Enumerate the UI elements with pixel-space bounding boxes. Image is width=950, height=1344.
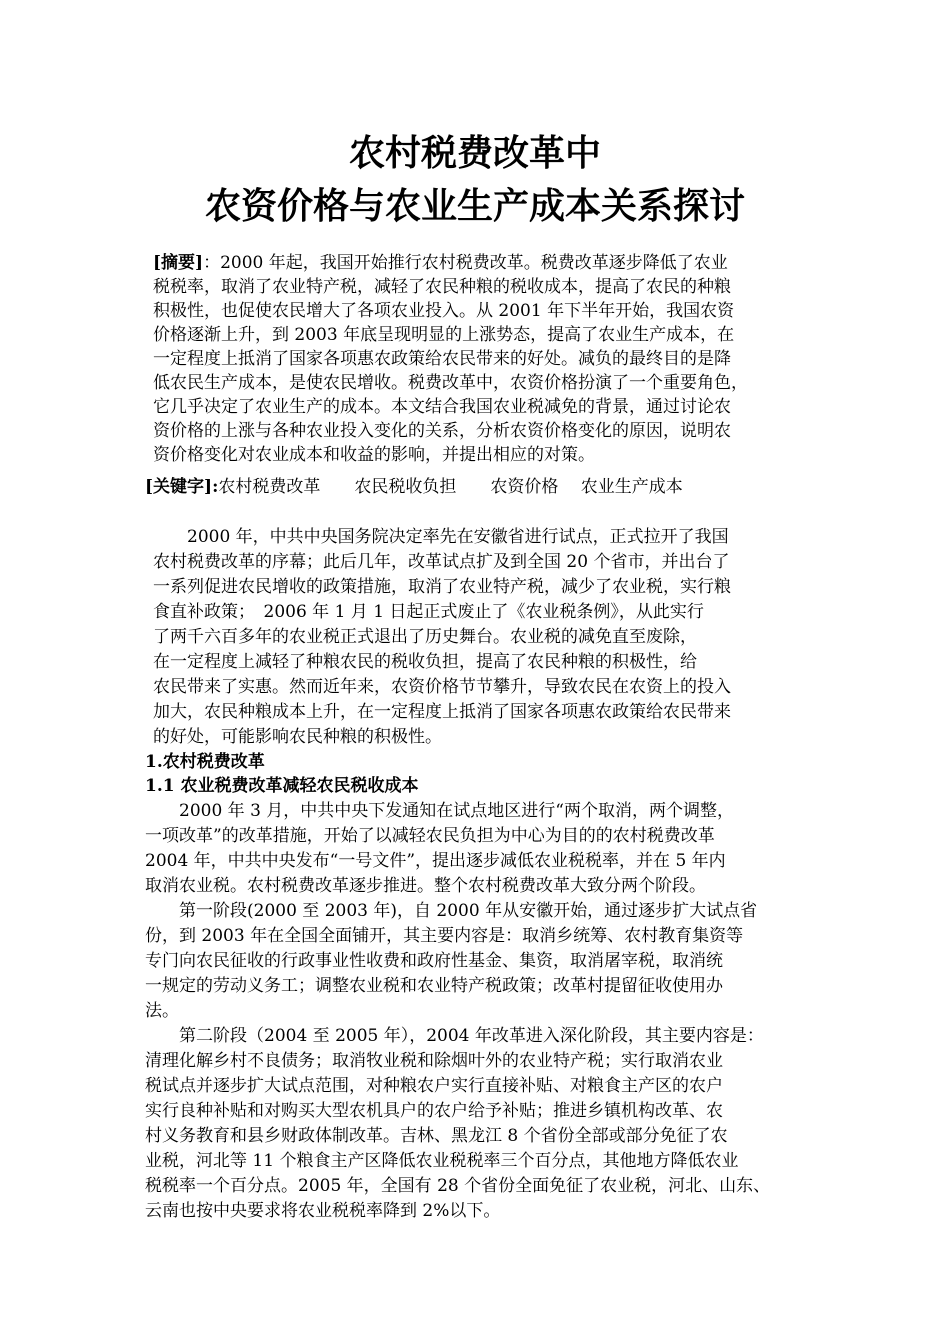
body-line: 一规定的劳动义务工；调整农业税和农业特产税政策；改革村提留征收使用办 <box>145 976 723 996</box>
title-line-2: 农资价格与农业生产成本关系探讨 <box>204 186 745 227</box>
intro-line: 农村税费改革的序幕；此后几年，改革试点扩及到全国 20 个省市，并出台了 <box>153 552 730 572</box>
title-line-1: 农村税费改革中 <box>348 133 601 174</box>
abstract-line: 它几乎决定了农业生产的成本。本文结合我国农业税减免的背景，通过讨论农 <box>153 397 731 417</box>
body-line: 第二阶段（2004 至 2005 年），2004 年改革进入深化阶段，其主要内容是： <box>145 1026 764 1046</box>
body-line: 税试点并逐步扩大试点范围，对种粮农户实行直接补贴、对粮食主产区的农户 <box>145 1076 723 1096</box>
abstract-line: [摘要]：2000 年起，我国开始推行农村税费改革。税费改革逐步降低了农业 <box>153 253 728 273</box>
keywords-label: [关键字]: <box>145 477 219 497</box>
abstract-line: 资价格的上涨与各种农业投入变化的关系，分析农资价格变化的原因，说明农 <box>153 421 731 441</box>
keywords-line <box>145 475 683 499</box>
body-line: 2000 年 3 月，中共中央下发通知在试点地区进行“两个取消，两个调整， <box>145 801 734 821</box>
abstract-line: 价格逐渐上升，到 2003 年底呈现明显的上涨势态，提高了农业生产成本，在 <box>153 325 735 345</box>
body-line: 清理化解乡村不良债务；取消牧业税和除烟叶外的农业特产税；实行取消农业 <box>145 1051 723 1071</box>
abstract-label: [摘要] <box>153 253 204 273</box>
intro-line: 在一定程度上减轻了种粮农民的税收负担，提高了农民种粮的积极性，给 <box>153 652 697 672</box>
body-line: 村义务教育和县乡财政体制改革。吉林、黑龙江 8 个省份全部或部分免征了农 <box>145 1126 728 1146</box>
body-line: 份，到 2003 年在全国全面铺开，其主要内容是：取消乡统筹、农村教育集资等 <box>145 926 744 946</box>
keywords-text: 农村税费改革 农民税收负担 农资价格 农业生产成本 <box>218 477 683 497</box>
body-line: 法。 <box>145 1001 179 1021</box>
subsection-heading: 1.1 农业税费改革减轻农民税收成本 <box>145 776 419 796</box>
body-line: 专门向农民征收的行政事业性收费和政府性基金、集资，取消屠宰税，取消统 <box>145 951 723 971</box>
abstract-line: 一定程度上抵消了国家各项惠农政策给农民带来的好处。减负的最终目的是降 <box>153 349 731 369</box>
body-line: 实行良种补贴和对购买大型农机具户的农户给予补贴；推进乡镇机构改革、农 <box>145 1101 723 1121</box>
intro-line: 食直补政策； 2006 年 1 月 1 日起正式废止了《农业税条例》，从此实行 <box>153 602 704 622</box>
abstract-line: 积极性，也促使农民增大了各项农业投入。从 2001 年下半年开始，我国农资 <box>153 301 735 321</box>
intro-line: 2000 年，中共中央国务院决定率先在安徽省进行试点，正式拉开了我国 <box>153 527 729 547</box>
abstract-line: 低农民生产成本，是使农民增收。税费改革中，农资价格扮演了一个重要角色， <box>153 373 748 393</box>
abstract-line: 资价格变化对农业成本和收益的影响，并提出相应的对策。 <box>153 445 595 465</box>
body-line: 2004 年，中共中央发布“一号文件”，提出逐步减低农业税税率，并在 5 年内 <box>145 851 726 871</box>
intro-line: 一系列促进农民增收的政策措施，取消了农业特产税，减少了农业税，实行粮 <box>153 577 731 597</box>
abstract-line: 税税率，取消了农业特产税，减轻了农民种粮的税收成本，提高了农民的种粮 <box>153 277 731 297</box>
intro-line: 了两千六百多年的农业税正式退出了历史舞台。农业税的减免直至废除， <box>153 627 697 647</box>
intro-line: 的好处，可能影响农民种粮的积极性。 <box>153 727 442 747</box>
section-heading: 1.农村税费改革 <box>145 752 265 772</box>
intro-line: 农民带来了实惠。然而近年来，农资价格节节攀升，导致农民在农资上的投入 <box>153 677 731 697</box>
body-line: 第一阶段(2000 至 2003 年)，自 2000 年从安徽开始，通过逐步扩大试点省 <box>145 901 758 921</box>
body-line: 税税率一个百分点。2005 年，全国有 28 个省份全面免征了农业税，河北、山东、 <box>145 1176 771 1196</box>
body-line: 一项改革”的改革措施，开始了以减轻农民负担为中心为目的的农村税费改革 <box>145 826 715 846</box>
body-line: 云南也按中央要求将农业税税率降到 2%以下。 <box>145 1201 501 1221</box>
body-line: 业税，河北等 11 个粮食主产区降低农业税税率三个百分点，其他地方降低农业 <box>145 1151 739 1171</box>
intro-line: 加大，农民种粮成本上升，在一定程度上抵消了国家各项惠农政策给农民带来 <box>153 702 731 722</box>
body-line: 取消农业税。农村税费改革逐步推进。整个农村税费改革大致分两个阶段。 <box>145 876 706 896</box>
